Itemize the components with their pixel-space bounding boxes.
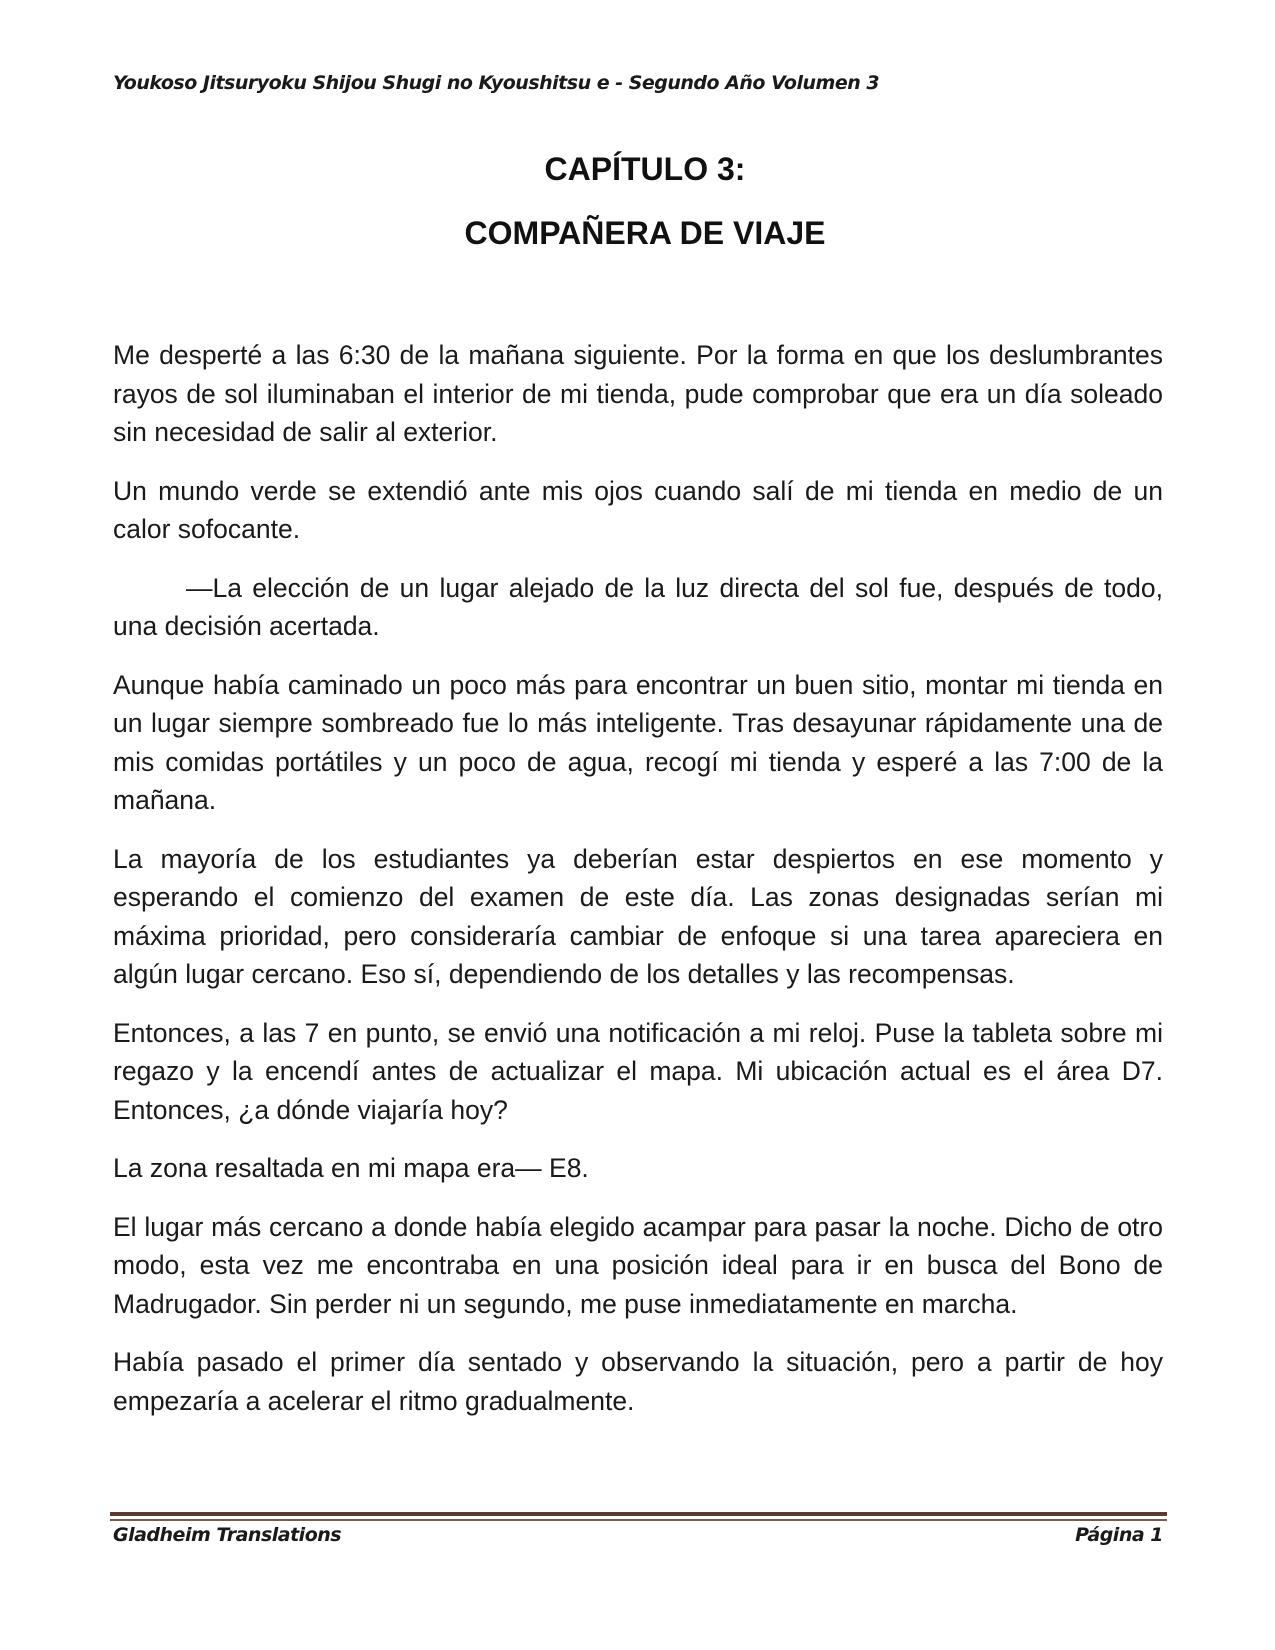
- chapter-number: CAPÍTULO 3:: [544, 151, 746, 187]
- paragraph: Un mundo verde se extendió ante mis ojos cuando salí de mi tienda en medio de un calor sofocante.: [113, 475, 1163, 544]
- footer-rule-thick: [110, 1512, 1167, 1516]
- running-header: Youkoso Jitsuryoku Shijou Shugi no Kyoushitsu e - Segundo Año Volumen 3: [113, 72, 880, 94]
- footer-rule-thin: [110, 1519, 1167, 1521]
- paragraph: —La elección de un lugar alejado de la luz directa del sol fue, después de todo, una decisión acertada.: [113, 572, 1163, 641]
- chapter-title: COMPAÑERA DE VIAJE: [464, 215, 826, 251]
- paragraph: El lugar más cercano a donde había elegido acampar para pasar la noche. Dicho de otro modo, esta vez me encontraba en una posición ideal para ir en busca del Bono de Madrugador. Sin perder ni un segundo, me puse inmediatamente en marcha.: [113, 1211, 1163, 1319]
- paragraph: La mayoría de los estudiantes ya deberían estar despiertos en ese momento y esperando el comienzo del examen de este día. Las zonas designadas serían mi máxima prioridad, pero consideraría cambiar de enfoque si una tarea apareciera en algún lugar cercano. Eso sí, dependiendo de los detalles y las recompensas.: [113, 843, 1163, 989]
- paragraph: Había pasado el primer día sentado y observando la situación, pero a partir de hoy empezaría a acelerar el ritmo gradualmente.: [113, 1347, 1163, 1416]
- page-number: Página 1: [1075, 1524, 1163, 1546]
- paragraph: Aunque había caminado un poco más para encontrar un buen sitio, montar mi tienda en un lugar siempre sombreado fue lo más inteligente. Tras desayunar rápidamente una de mis comidas portátiles y un poco de agua, recogí mi tienda y esperé a las 7:00 de la mañana.: [113, 669, 1163, 815]
- paragraph: Me desperté a las 6:30 de la mañana siguiente. Por la forma en que los deslumbrantes rayos de sol iluminaban el interior de mi tienda, pude comprobar que era un día soleado sin necesidad de salir al exterior.: [113, 340, 1163, 447]
- footer-translator: Gladheim Translations: [113, 1524, 342, 1546]
- paragraph: Entonces, a las 7 en punto, se envió una notificación a mi reloj. Puse la tableta sobre mi regazo y la encendí antes de actualizar el mapa. Mi ubicación actual es el área D7. Entonces, ¿a dónde viajaría hoy?: [113, 1017, 1163, 1125]
- chapter-body: [113, 336, 1163, 1440]
- paragraph: La zona resaltada en mi mapa era— E8.: [113, 1153, 589, 1183]
